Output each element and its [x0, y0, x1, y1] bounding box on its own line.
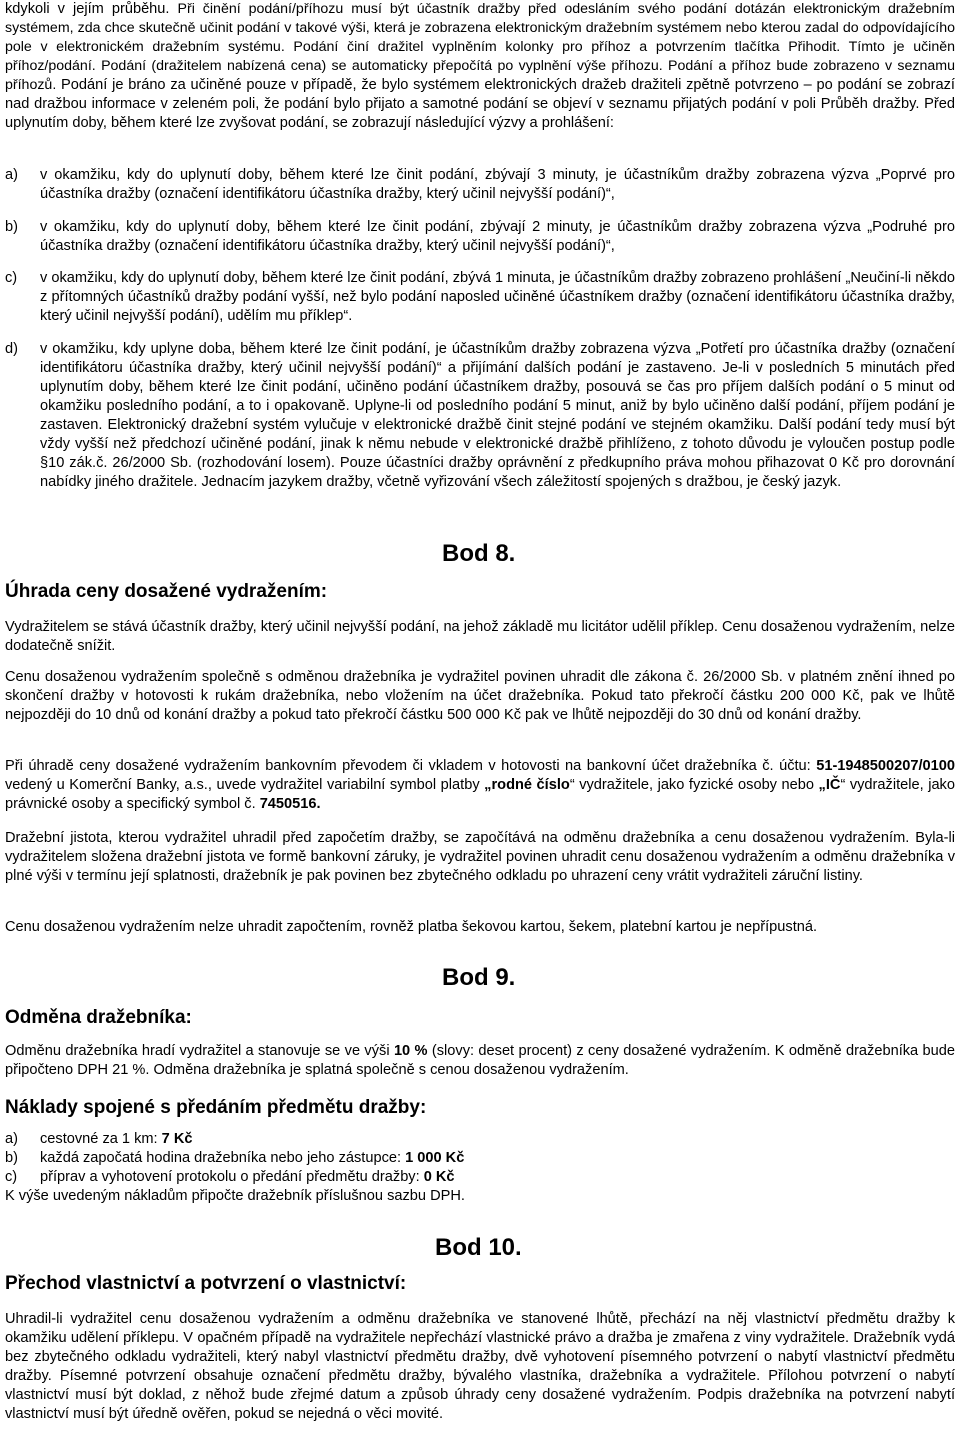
call-item-d — [5, 340, 955, 492]
call-label: c) — [5, 270, 18, 286]
costs-heading: Náklady spojené s předáním předmětu dražby: — [5, 1097, 427, 1118]
ownership-paragraph: Uhradil-li vydražitel cenu dosaženou vydražením a odměnu dražebníka ve stanovené lhůtě, přechází na něj vlastnictví předmětu dražby k okamžiku udělení příklepu. V opačném případě na vydražitele nepřechází vlastnické právo a dražba je zmařena z viny vydražitele. Dražebník vydá bez zbytečného odkladu vydražiteli, který nabyl vlastnictví předmětu dražby, dvě vyhotovení písemného potvrzení o nabytí vlastnictví předmětu dražby. Písemné potvrzení obsahuje označení předmětu dražby, bývalého vlastníka, dražebníka a vydražitele. Přílohou potvrzení o nabytí vlastnictví musí být doklad, z něhož bude zřejmé datum a způsob úhrady ceny dosažené vydražením. Podpis dražebníka na potvrzení nabytí vlastnictví musí být úředně ověřen, pokud se nejedná o věci movité. — [5, 1311, 955, 1422]
call-text: v okamžiku, kdy do uplynutí doby, během které lze činit podání, zbývají 3 minuty, je účastníkům dražby zobrazena výzva „Poprvé pro účastníka dražby (označení identifikátoru účastníka dražby, který učinil nejvyšší podání)“, — [40, 167, 955, 202]
payment-paragraph-1: Vydražitelem se stává účastník dražby, který učinil nejvyšší podání, na jehož základě mu licitátor udělil příklep. Cenu dosaženou vydražením, nelze dodatečně snížit. — [5, 619, 955, 654]
specific-symbol: 7450516. — [259, 796, 321, 812]
intro-text-a: kdykoli v jejím průběhu. — [5, 1, 178, 17]
cost-item: b) každá započatá hodina dražebníka nebo jeho zástupce: 1 000 Kč — [5, 1150, 465, 1166]
payment-paragraph-4: Dražební jistota, kterou vydražitel uhradil před započetím dražby, se započítává na odměnu dražebníka a cenu dosaženou vydražením. Byla-li vydražitelem složena dražební jistota ve formě bankovní záruky, je vydražitel povinen uhradit cenu dosaženou vydražením a odměnu dražebníka v plné výši v termínu její splatnosti, dražebník je pak povinen bez zbytečného odkladu po uhrazení ceny vrátit vydražiteli záruční listiny. — [5, 830, 955, 884]
intro-text-b: Při činění podání/příhozu musí být účastník dražby před odesláním svého podání dotázán elektronickým dražebním systémem, zda chce skutečně učinit podání v takové výši, která je zobrazena elektronickým dražebním systémem nebo kterou zadal do odpovídajícího pole v elektronickém dražebním systému. Podání činí dražitel vyplněním kolonky pro příhoz a potvrzením tlačítka Přihodit. Tímto je učiněn příhoz/podání. Podání (dražitelem nabízená cena) se automaticky přepočítá po vyplnění výše příhozu. Podání a příhoz bude zobrazeno v seznamu příhozů. — [5, 1, 955, 93]
call-item-c — [5, 269, 955, 326]
call-label: b) — [5, 219, 18, 235]
costs-note: K výše uvedeným nákladům připočte dražebník příslušnou sazbu DPH. — [5, 1188, 465, 1204]
cost-item: c) příprav a vyhotovení protokolu o předání předmětu dražby: 0 Kč — [5, 1169, 455, 1185]
payment-paragraph-2: Cenu dosaženou vydražením společně s odměnou dražebníka je vydražitel povinen uhradit dle zákona č. 26/2000 Sb. v platném znění ihned po skončení dražby v hotovosti k rukám dražebníka, nebo vložením na účet dražebníka. Pokud tato překročí částku 200 000 Kč, pak ve lhůtě nejpozději do 10 dnů od konání dražby a pokud tato překročí částku 500 000 Kč pak ve lhůtě nejpozději do 30 dnů od konání dražby. — [5, 669, 955, 723]
variable-symbol-birth-number: „rodné číslo — [484, 777, 570, 793]
call-text: v okamžiku, kdy do uplynutí doby, během které lze činit podání, zbývá 1 minuta, je účastníkům dražby zobrazeno prohlášení „Neučiní-li někdo z přítomných účastníků dražby podání vyšší, než bylo podání naposled učiněné účastníkem dražby (označení identifikátoru účastníka dražby, který učinil nejvyšší podání), udělím mu příklep“. — [40, 270, 955, 324]
payment-paragraph-5: Cenu dosaženou vydražením nelze uhradit započtením, rovněž platba šekovou kartou, šekem, platební kartou je nepřípustná. — [5, 919, 818, 935]
section-heading-payment: Úhrada ceny dosažené vydražením: — [5, 581, 328, 602]
call-item-a — [5, 166, 955, 204]
section-heading-fee: Odměna dražebníka: — [5, 1007, 192, 1028]
call-label: d) — [5, 341, 18, 357]
section-number-8: Bod 8. — [442, 540, 516, 567]
cost-item: a) cestovné za 1 km: 7 Kč — [5, 1131, 193, 1147]
bank-account-number: 51-1948500207/0100 — [816, 758, 955, 774]
intro-text-c: Podání je bráno za učiněné pouze v případě, že bylo systémem elektronických dražeb dražiteli zpětně potvrzeno – po podání se zobrazí nad dražbou informace v zeleném poli, že podání bylo přijato a samotné podání se objeví v seznamu přijatých podání v poli Průběh dražby. Před uplynutím doby, během které lze zvyšovat podání, se zobrazují následující výzvy a prohlášení: — [5, 77, 955, 131]
call-text: v okamžiku, kdy do uplynutí doby, během které lze činit podání, zbývají 2 minuty, je účastníkům dražby zobrazena výzva „Podruhé pro účastníka dražby (označení identifikátoru účastníka dražby, který učinil nejvyšší podání)“, — [40, 219, 955, 254]
fee-percentage: 10 % — [393, 1043, 428, 1059]
section-number-9: Bod 9. — [442, 964, 516, 991]
intro-paragraph — [5, 0, 955, 133]
call-item-b — [5, 218, 955, 256]
section-heading-ownership: Přechod vlastnictví a potvrzení o vlastnictví: — [5, 1273, 407, 1294]
payment-paragraph-3: Při úhradě ceny dosažené vydražením bankovním převodem či vkladem v hotovosti na bankovní účet dražebníka č. účtu: 51-1948500207/0100 vedený u Komerční Banky, a.s., uvede vydražitel variabilní symbol platby „rodné číslo“ vydražitele, jako fyzické osoby nebo „IČ“ vydražitele, jako právnické osoby a specifický symbol č. 7450516. — [5, 758, 955, 812]
section-number-10: Bod 10. — [435, 1234, 522, 1261]
call-text: v okamžiku, kdy uplyne doba, během které lze činit podání, je účastníkům dražby zobrazena výzva „Potřetí pro účastníka dražby (označení identifikátoru účastníka dražby, který učinil nejvyšší podání)“ a přijímání dalších podání je zastaveno. Je-li v posledních 5 minutách před uplynutím doby, během které lze činit podání, učiněno podání účastníkem dražby, posouvá se čas pro příjem dalších podání o 5 minut od okamžiku posledního podání, a to i opakovaně. Uplyne-li od posledního podání 5 minut, aniž by bylo učiněno další podání, příjem podání je zastaven. Elektronický dražební systém vylučuje v elektronické dražbě činit stejné podání ve stejném okamžiku. Další podání tedy musí být vždy vyšší než předchozí učiněné podání, jinak k němu nebude v elektronické dražbě přihlíženo, z tohoto důvodu je vyloučen postup podle §10 zák.č. 26/2000 Sb. (rozhodování losem). Pouze účastníci dražby oprávnění z předkupního práva mohou přihazovat 0 Kč pro dorovnání nabídky jiného dražitele. Jednacím jazykem dražby, včetně vyřizování všech záležitostí spojených s dražbou, je český jazyk. — [40, 341, 955, 490]
call-label: a) — [5, 167, 18, 183]
variable-symbol-company-id: „IČ — [818, 777, 841, 793]
fee-paragraph: Odměnu dražebníka hradí vydražitel a stanovuje se ve výši 10 % (slovy: deset procent) z ceny dosažené vydražením. K odměně dražebníka bude připočteno DPH 21 %. Odměna dražebníka je splatná společně s cenou dosaženou vydražením. — [5, 1043, 955, 1078]
